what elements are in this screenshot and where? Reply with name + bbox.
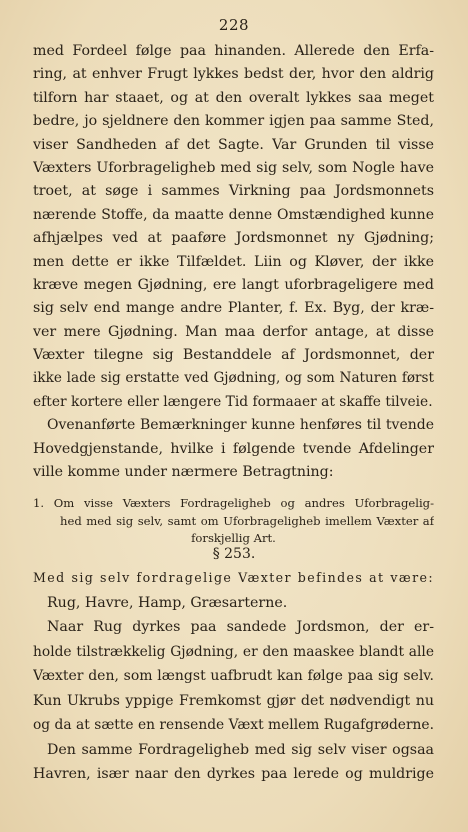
main-paragraphs <box>33 40 434 484</box>
text-line: bedre, jo sjeldnere den kommer igjen paa samme Sted, <box>33 113 434 130</box>
text-line: ville komme under nærmere Betragtning: <box>33 464 334 481</box>
text-line: troet, at søge i sammes Virkning paa Jordsmonnets <box>33 183 434 200</box>
text-line: afhjælpes ved at paaføre Jordsmonnet ny Gjødning; <box>33 230 434 247</box>
text-line: med Fordeel følge paa hinanden. Allerede den Erfa- <box>33 43 434 59</box>
text-line: Væxter den, som længst uafbrudt kan følge paa sig selv. <box>33 668 434 684</box>
text-line: Kun Ukrubs yppige Fremkomst gjør det nødvendigt nu <box>33 692 434 709</box>
text-line: viser Sandheden af det Sagte. Var Grunden til visse <box>33 136 434 153</box>
text-line: ver mere Gjødning. Man maa derfor antage, at disse <box>33 323 434 340</box>
text-line: efter kortere eller længere Tid formaaer at skaffe tilveie. <box>33 393 433 410</box>
text-line: holde tilstrækkelig Gjødning, er den maaskee blandt alle <box>33 643 434 660</box>
text-line: ring, at enhver Frugt lykkes bedst der, hvor den aldrig <box>33 66 434 83</box>
text-line: Havren, især naar den dyrkes paa lerede og muldrige <box>33 766 434 782</box>
lower-paragraphs <box>33 566 434 787</box>
section-heading-line: hed med sig selv, samt om Uforbrageligheb imellem Væxter af <box>60 513 434 528</box>
text-line: Væxters Uforbrageligheb med sig selv, som Nogle have <box>33 159 434 176</box>
text-line: kræve megen Gjødning, ere langt uforbrageligere med <box>33 276 434 293</box>
text-line: Rug, Havre, Hamp, Græsarterne. <box>47 594 288 611</box>
text-line: Naar Rug dyrkes paa sandede Jordsmon, der er- <box>47 619 434 635</box>
text-line: tilforn har staaet, og at den overalt lykkes saa meget <box>33 89 434 106</box>
section-heading <box>33 495 434 548</box>
text-line: men dette er ikke Tilfældet. Liin og Kløver, der ikke <box>33 253 434 270</box>
text-line: sig selv end mange andre Planter, f. Ex. Byg, der kræ- <box>33 300 434 317</box>
section-heading-line: 1. Om visse Væxters Fordrageligheb og andres Uforbragelig- <box>33 496 434 510</box>
text-line: Med sig selv fordragelige Væxter befindes at være: <box>33 570 434 585</box>
text-line: Ovenanførte Bemærkninger kunne henføres til tvende <box>47 417 434 434</box>
text-line: nærende Stoffe, da maatte denne Omstændighed kunne <box>33 206 434 223</box>
text-line: Hovedgjenstande, hvilke i følgende tvende Afdelinger <box>33 440 434 457</box>
paragraph-number: § 253. <box>212 546 256 562</box>
text-line: Væxter tilegne sig Bestanddele af Jordsmonnet, der <box>33 347 434 364</box>
page-number: 228 <box>218 16 250 34</box>
text-line: og da at sætte en rensende Væxt mellem Rugafgrøderne. <box>33 717 434 733</box>
text-line: ikke lade sig erstatte ved Gjødning, og som Naturen først <box>33 370 434 387</box>
text-line: Den samme Fordrageligheb med sig selv viser ogsaa <box>47 741 434 758</box>
section-heading-line: forskjellig Art. <box>191 531 276 545</box>
